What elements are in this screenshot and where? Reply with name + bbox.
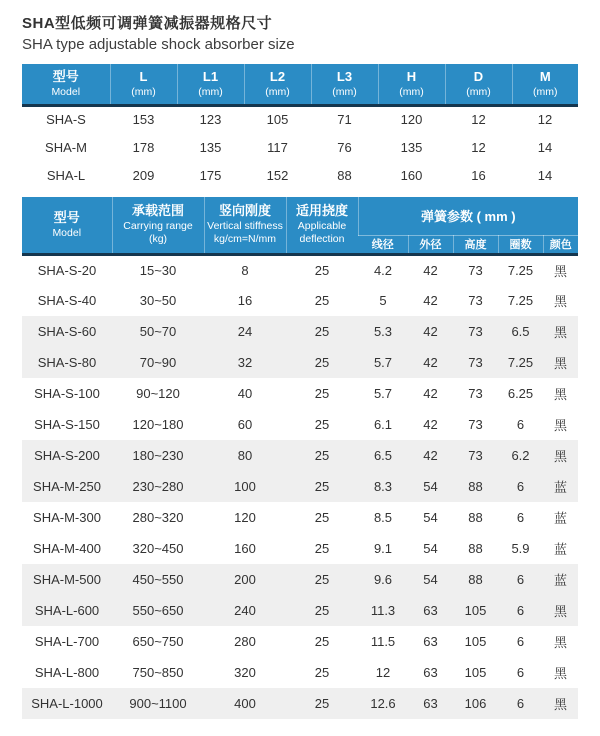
value-cell: 25 (314, 293, 330, 308)
value-cell: 175 (199, 167, 222, 183)
page-title-chinese: SHA型低频可调弹簧减振器规格尺寸 (22, 15, 273, 32)
value-cell: 25 (286, 316, 358, 347)
value-cell: 12 (512, 105, 578, 133)
table-row (22, 471, 578, 502)
column-header-applicable-deflection (286, 197, 358, 254)
header-unit: (mm) (265, 85, 290, 98)
column-header-outer-diameter: 外径 (408, 235, 453, 254)
value-cell: 105 (464, 634, 487, 649)
value-cell: 160 (234, 541, 256, 556)
value-cell: 160 (400, 167, 423, 183)
value-cell: 黑 (554, 666, 568, 681)
value-cell: 25 (314, 386, 330, 401)
column-header-l3 (311, 64, 378, 105)
value-cell: 11.3 (358, 595, 408, 626)
value-cell: 90~120 (136, 386, 180, 401)
value-cell: 黑 (543, 688, 578, 719)
model-cell: SHA-S-200 (22, 440, 112, 471)
value-cell: 105 (453, 595, 498, 626)
header-unit: (mm) (399, 85, 424, 98)
column-group-spring-parameters: 弹簧参数 ( mm ) (358, 197, 578, 235)
column-header-height: 高度 (453, 235, 498, 254)
value-cell: 25 (286, 564, 358, 595)
value-cell: 25 (286, 254, 358, 285)
value-cell: 24 (204, 316, 286, 347)
column-header-carrying-range (112, 197, 204, 254)
value-cell: 900~1100 (112, 688, 204, 719)
model-cell: SHA-S (22, 105, 110, 133)
value-cell: 200 (204, 564, 286, 595)
value-cell: 80 (204, 440, 286, 471)
value-cell: 60 (237, 417, 253, 432)
value-cell: 54 (408, 564, 453, 595)
value-cell: 54 (423, 510, 438, 525)
value-cell: 5.7 (358, 347, 408, 378)
column-header-h (378, 64, 445, 105)
value-cell: 63 (408, 595, 453, 626)
table-row (22, 626, 578, 657)
header-unit: (mm) (466, 85, 491, 98)
model-cell: SHA-L-1000 (22, 688, 112, 719)
value-cell: 4.2 (358, 254, 408, 285)
model-cell: SHA-S-150 (34, 417, 100, 432)
value-cell: 12 (375, 665, 391, 680)
model-cell: SHA-S-80 (22, 347, 112, 378)
column-header-model (22, 197, 112, 254)
value-cell: 黑 (543, 440, 578, 471)
table-row (22, 105, 578, 133)
value-cell: 蓝 (554, 511, 568, 526)
value-cell: 40 (237, 386, 253, 401)
table-row (22, 564, 578, 595)
value-cell: 5.3 (358, 316, 408, 347)
header-label-en: Model (52, 226, 82, 239)
value-cell: 25 (314, 541, 330, 556)
value-cell: 120 (378, 105, 445, 133)
value-cell: 54 (408, 471, 453, 502)
value-cell: 16 (471, 167, 486, 183)
value-cell: 黑 (543, 254, 578, 285)
header-unit: (kg) (148, 233, 168, 246)
spec-table-header (22, 197, 578, 254)
value-cell: 71 (311, 105, 378, 133)
header-label-cn: 型号 (52, 68, 79, 84)
value-cell: 63 (423, 634, 438, 649)
value-cell: 400 (204, 688, 286, 719)
header-label: L1 (202, 68, 219, 84)
model-cell: SHA-S-100 (34, 386, 100, 401)
value-cell: 黑 (554, 635, 568, 650)
value-cell: 7.25 (498, 254, 543, 285)
value-cell: 153 (110, 105, 177, 133)
table-row (22, 161, 578, 189)
table-row (22, 316, 578, 347)
value-cell: 650~750 (132, 634, 184, 649)
value-cell: 550~650 (112, 595, 204, 626)
header-label: M (539, 68, 551, 84)
value-cell: 12 (445, 105, 512, 133)
value-cell: 152 (266, 167, 289, 183)
header-unit: (mm) (533, 85, 558, 98)
value-cell: 25 (314, 510, 330, 525)
spec-table (22, 197, 578, 719)
value-cell: 42 (423, 417, 438, 432)
value-cell: 6.1 (373, 417, 393, 432)
value-cell: 6.5 (498, 316, 543, 347)
column-header-l1 (177, 64, 244, 105)
value-cell: 25 (314, 665, 330, 680)
value-cell: 6 (498, 595, 543, 626)
value-cell: 6 (498, 688, 543, 719)
value-cell: 73 (453, 347, 498, 378)
table-row (22, 285, 578, 316)
value-cell: 黑 (554, 387, 568, 402)
value-cell: 73 (468, 417, 483, 432)
value-cell: 6 (498, 471, 543, 502)
value-cell: 88 (453, 564, 498, 595)
value-cell: 11.5 (370, 634, 396, 649)
header-unit: (mm) (332, 85, 357, 98)
value-cell: 120~180 (132, 417, 184, 432)
value-cell: 63 (408, 688, 453, 719)
value-cell: 14 (537, 167, 553, 183)
model-cell: SHA-S-60 (22, 316, 112, 347)
value-cell: 6 (516, 665, 525, 680)
value-cell: 25 (286, 595, 358, 626)
value-cell: 54 (423, 541, 438, 556)
table-row (22, 595, 578, 626)
value-cell: 30~50 (139, 293, 177, 308)
header-label-cn: 竖向刚度 (218, 203, 271, 219)
column-header-vertical-stiffness (204, 197, 286, 254)
column-header-wire-diameter: 线径 (358, 235, 408, 254)
value-cell: 320~450 (132, 541, 184, 556)
value-cell: 黑 (543, 316, 578, 347)
value-cell: 88 (468, 541, 483, 556)
value-cell: 12.6 (358, 688, 408, 719)
value-cell: 25 (286, 688, 358, 719)
table-row (22, 533, 578, 564)
header-unit: kg/cm=N/mm (213, 233, 277, 246)
table-row (22, 378, 578, 409)
value-cell: 6.5 (358, 440, 408, 471)
value-cell: 5.9 (511, 541, 530, 556)
header-label-en: Vertical stiffness (207, 220, 283, 233)
value-cell: 450~550 (112, 564, 204, 595)
table-row (22, 347, 578, 378)
value-cell: 16 (237, 293, 253, 308)
model-cell: SHA-M-300 (33, 510, 101, 525)
value-cell: 8.5 (373, 510, 393, 525)
table-row (22, 409, 578, 440)
model-cell: SHA-M-500 (22, 564, 112, 595)
header-unit: (mm) (131, 85, 156, 98)
header-label-cn: 承载范围 (131, 203, 184, 219)
value-cell: 240 (204, 595, 286, 626)
value-cell: 73 (453, 440, 498, 471)
column-header-m (512, 64, 578, 105)
value-cell: 42 (423, 293, 438, 308)
value-cell: 750~850 (132, 665, 184, 680)
value-cell: 42 (408, 440, 453, 471)
value-cell: 32 (204, 347, 286, 378)
value-cell: 9.6 (358, 564, 408, 595)
value-cell: 15~30 (112, 254, 204, 285)
value-cell: 黑 (554, 294, 568, 309)
value-cell: 蓝 (543, 471, 578, 502)
header-label-en: Carrying range (123, 220, 193, 233)
model-cell: SHA-M-250 (22, 471, 112, 502)
table-row (22, 133, 578, 161)
value-cell: 黑 (543, 595, 578, 626)
header-label-cn: 型号 (53, 209, 80, 225)
value-cell: 5 (379, 293, 387, 308)
spec-table-body (22, 254, 578, 719)
dimension-table-body (22, 105, 578, 189)
value-cell: 100 (204, 471, 286, 502)
value-cell: 123 (177, 105, 244, 133)
value-cell: 黑 (554, 418, 568, 433)
value-cell: 63 (423, 665, 438, 680)
dimension-table (22, 64, 578, 189)
value-cell: 42 (408, 316, 453, 347)
value-cell: 73 (468, 386, 483, 401)
model-cell: SHA-L-700 (34, 634, 100, 649)
value-cell: 73 (453, 316, 498, 347)
column-header-color: 颜色 (543, 235, 578, 254)
value-cell: 209 (132, 167, 155, 183)
value-cell: 280~320 (132, 510, 184, 525)
value-cell: 88 (337, 167, 352, 183)
column-header-d (445, 64, 512, 105)
value-cell: 25 (314, 634, 330, 649)
header-label-cn: 适用挠度 (295, 203, 348, 219)
value-cell: 105 (464, 665, 487, 680)
value-cell: 6 (516, 510, 525, 525)
column-header-coil-count: 圈数 (498, 235, 543, 254)
header-label: L (139, 68, 148, 84)
table-row (22, 502, 578, 533)
model-cell: SHA-M-400 (33, 541, 101, 556)
model-cell: SHA-L (46, 167, 86, 183)
value-cell: 25 (286, 440, 358, 471)
value-cell: 6.2 (498, 440, 543, 471)
value-cell: 5.7 (373, 386, 393, 401)
value-cell: 120 (234, 510, 256, 525)
value-cell: 178 (132, 139, 155, 155)
model-cell: SHA-S-20 (22, 254, 112, 285)
value-cell: 8 (204, 254, 286, 285)
value-cell: 6.25 (507, 386, 534, 401)
header-label-en: Model (51, 85, 81, 98)
value-cell: 88 (468, 510, 483, 525)
value-cell: 70~90 (112, 347, 204, 378)
value-cell: 8.3 (358, 471, 408, 502)
value-cell: 180~230 (112, 440, 204, 471)
value-cell: 6 (516, 417, 525, 432)
value-cell: 73 (468, 293, 483, 308)
value-cell: 蓝 (554, 542, 568, 557)
value-cell: 9.1 (373, 541, 393, 556)
value-cell: 280 (234, 634, 256, 649)
header-label: D (473, 68, 484, 84)
header-label: H (406, 68, 417, 84)
value-cell: 7.25 (498, 347, 543, 378)
column-header-l2 (244, 64, 311, 105)
column-header-l (110, 64, 177, 105)
value-cell: 42 (408, 254, 453, 285)
value-cell: 76 (337, 139, 352, 155)
header-unit: (mm) (198, 85, 223, 98)
value-cell: 蓝 (543, 564, 578, 595)
value-cell: 6 (498, 564, 543, 595)
table-row (22, 688, 578, 719)
header-label: L3 (336, 68, 353, 84)
value-cell: 12 (471, 139, 486, 155)
page-title-english: SHA type adjustable shock absorber size (22, 36, 295, 53)
table-row (22, 657, 578, 688)
header-label: L2 (269, 68, 286, 84)
model-cell: SHA-L-800 (34, 665, 100, 680)
value-cell: 25 (286, 471, 358, 502)
value-cell: 106 (453, 688, 498, 719)
value-cell: 7.25 (507, 293, 534, 308)
model-cell: SHA-M (45, 139, 87, 155)
value-cell: 14 (537, 139, 553, 155)
value-cell: 105 (244, 105, 311, 133)
value-cell: 黑 (543, 347, 578, 378)
header-label-en: Applicable deflection (297, 220, 347, 246)
value-cell: 25 (314, 417, 330, 432)
column-header-model (22, 64, 110, 105)
table-row (22, 440, 578, 471)
table-row (22, 254, 578, 285)
value-cell: 42 (408, 347, 453, 378)
model-cell: SHA-L-600 (22, 595, 112, 626)
model-cell: SHA-S-40 (37, 293, 97, 308)
dimension-table-header (22, 64, 578, 105)
value-cell: 230~280 (112, 471, 204, 502)
value-cell: 50~70 (112, 316, 204, 347)
value-cell: 88 (453, 471, 498, 502)
value-cell: 135 (199, 139, 222, 155)
value-cell: 135 (400, 139, 423, 155)
value-cell: 25 (286, 347, 358, 378)
value-cell: 320 (234, 665, 256, 680)
value-cell: 73 (453, 254, 498, 285)
value-cell: 117 (267, 139, 288, 155)
value-cell: 42 (423, 386, 438, 401)
value-cell: 6 (516, 634, 525, 649)
